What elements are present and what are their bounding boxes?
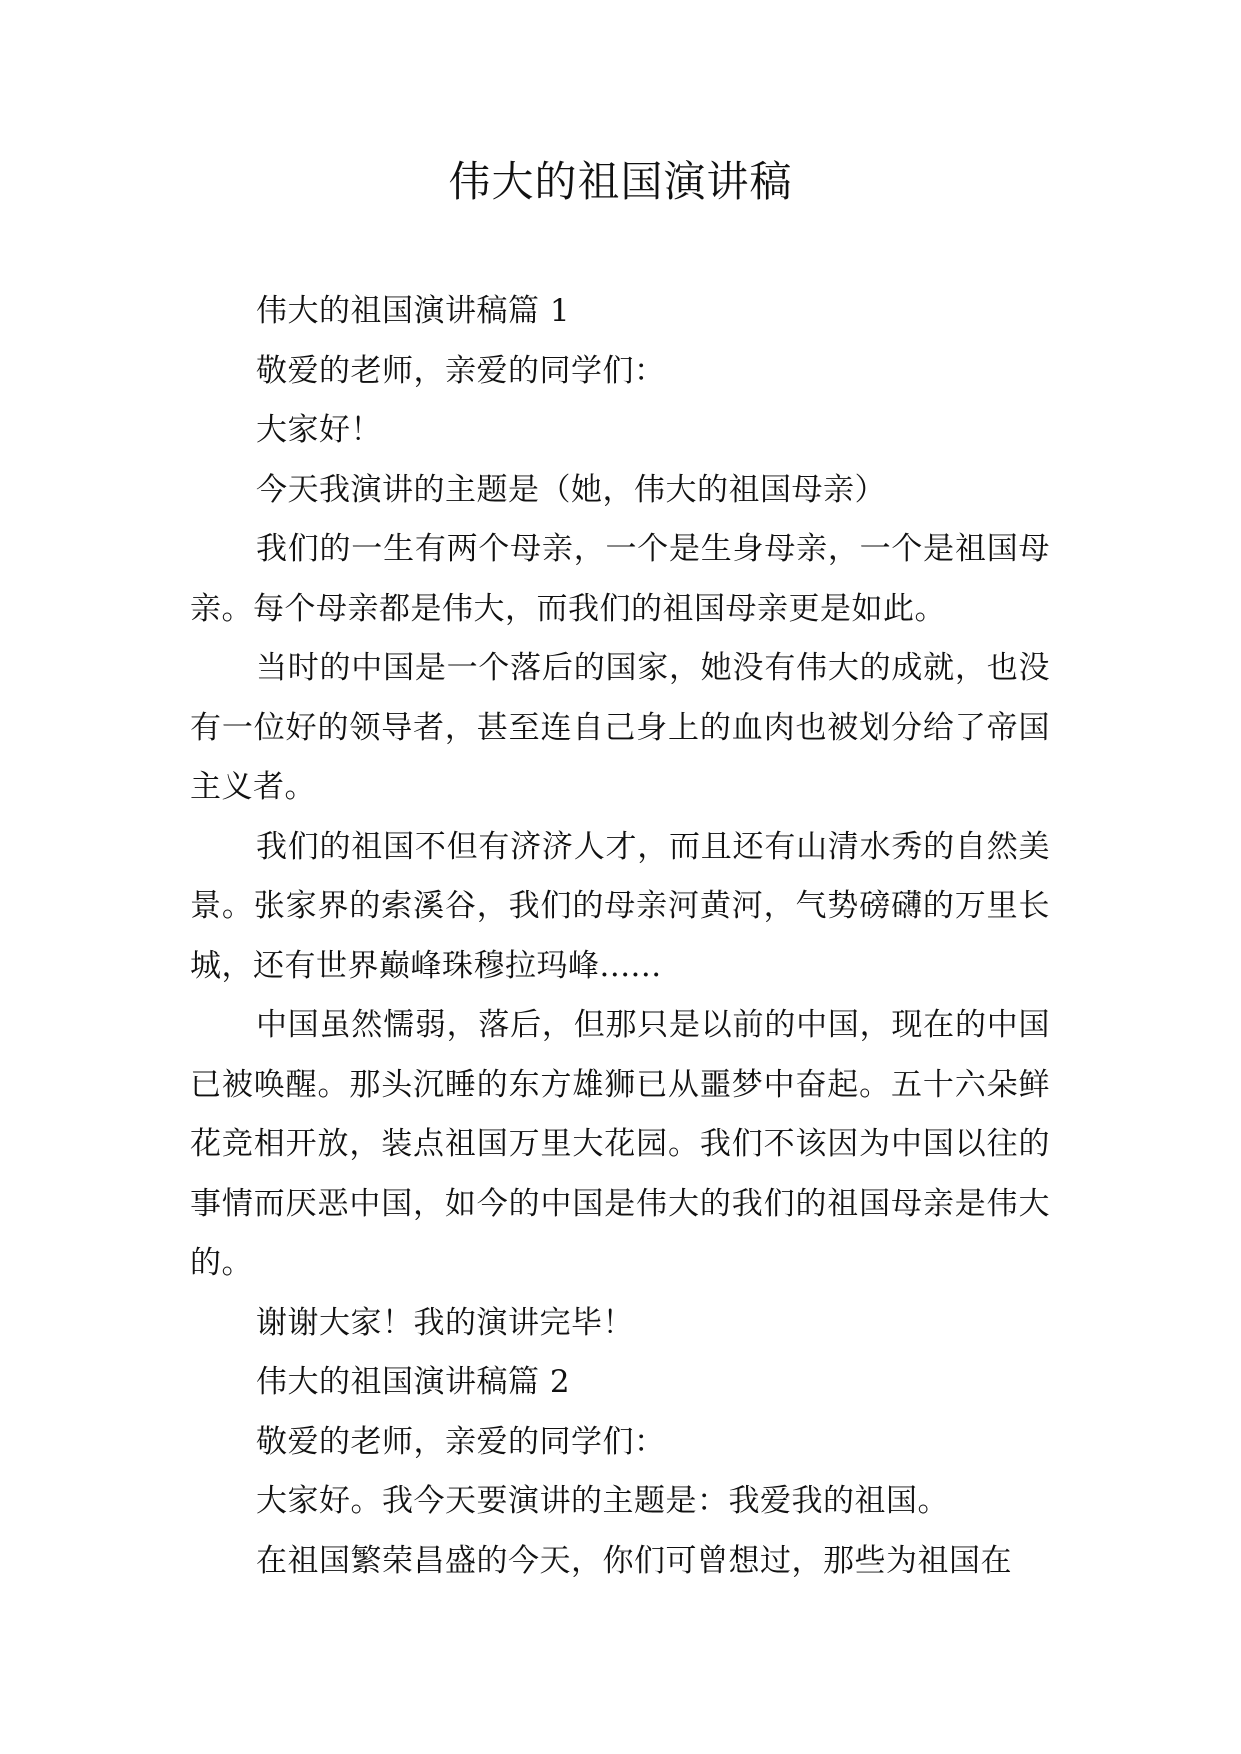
paragraph-greeting-2: 大家好。我今天要演讲的主题是：我爱我的祖国。 (256, 1483, 949, 1519)
paragraph-topic-1: 今天我演讲的主题是（她，伟大的祖国母亲） (256, 471, 886, 508)
document-body (190, 282, 1050, 1591)
paragraph-section-heading-2: 伟大的祖国演讲稿篇 2 (256, 1364, 571, 1400)
paragraph-section-heading-1: 伟大的祖国演讲稿篇 1 (256, 293, 571, 329)
paragraph-body: 我们的祖国不但有济济人才，而且还有山清水秀的自然美景。张家界的索溪谷，我们的母亲河黄河，气势磅礴的万里长城，还有世界巅峰珠穆拉玛峰...... (190, 828, 1050, 984)
paragraph-salutation-1: 敬爱的老师，亲爱的同学们： (256, 352, 666, 389)
paragraph-salutation-2: 敬爱的老师，亲爱的同学们： (256, 1423, 666, 1460)
paragraph-closing-1: 谢谢大家！我的演讲完毕！ (256, 1304, 634, 1341)
paragraph-body: 我们的一生有两个母亲，一个是生身母亲，一个是祖国母亲。每个母亲都是伟大，而我们的祖国母亲更是如此。 (190, 531, 1050, 627)
paragraph-body: 中国虽然懦弱，落后，但那只是以前的中国，现在的中国已被唤醒。那头沉睡的东方雄狮已从噩梦中奋起。五十六朵鲜花竞相开放，装点祖国万里大花园。我们不该因为中国以往的事情而厌恶中国，如今的中国是伟大的我们的祖国母亲是伟大的。 (190, 1007, 1050, 1281)
paragraph-body: 在祖国繁荣昌盛的今天，你们可曾想过，那些为祖国在 (256, 1542, 1012, 1579)
paragraph-body: 当时的中国是一个落后的国家，她没有伟大的成就，也没有一位好的领导者，甚至连自己身上的血肉也被划分给了帝国主义者。 (190, 650, 1050, 805)
paragraph-greeting-1: 大家好！ (256, 412, 382, 448)
document-title: 伟大的祖国演讲稿 (448, 157, 793, 206)
